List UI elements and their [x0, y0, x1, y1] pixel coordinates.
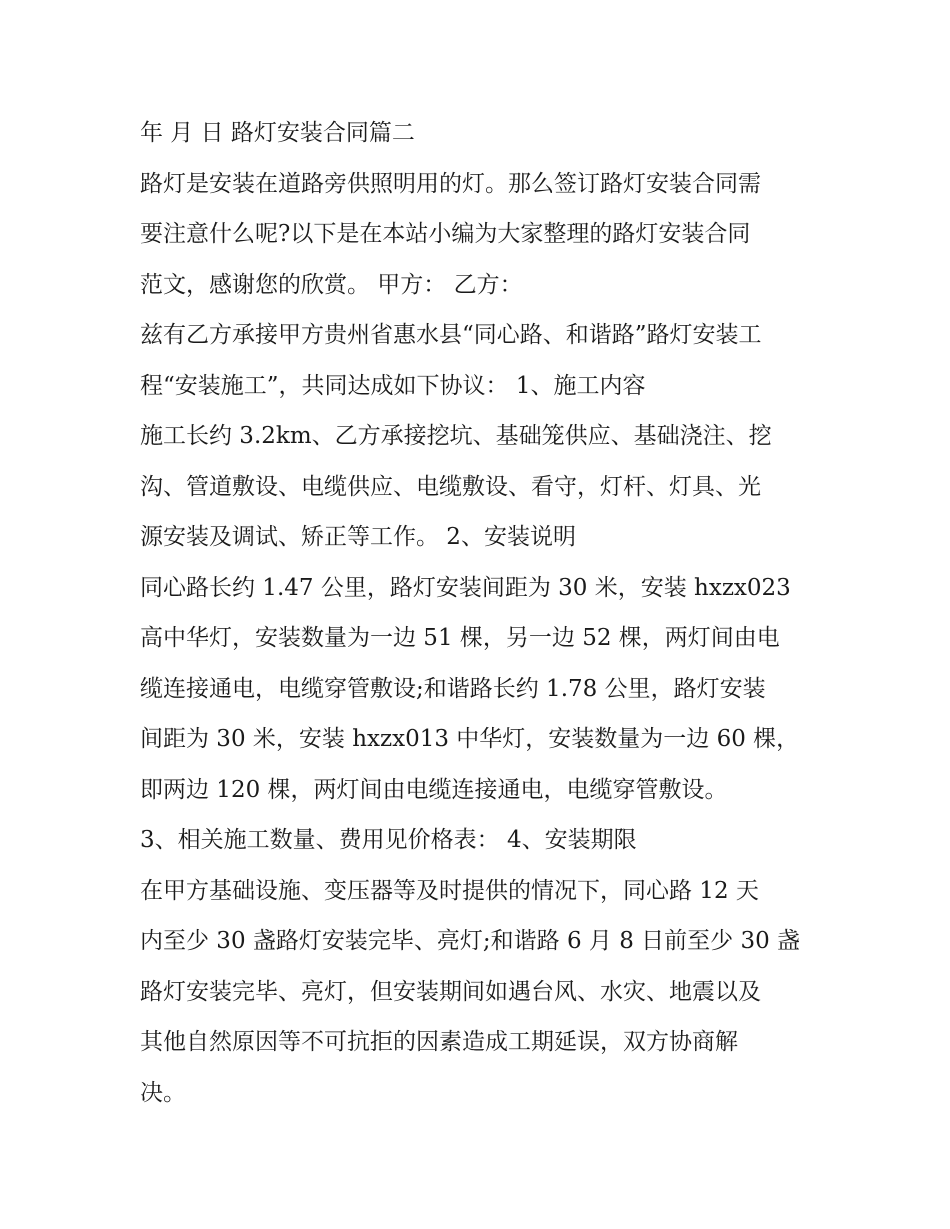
text-line: 路灯是安装在道路旁供照明用的灯。那么签订路灯安装合同需 [140, 170, 761, 197]
text-line: 路灯安装完毕、亮灯，但安装期间如遇台风、水灾、地震以及 [140, 978, 761, 1005]
text-line: 决。 [140, 1079, 186, 1106]
document-body [140, 108, 830, 1118]
text-line: 缆连接通电，电缆穿管敷设;和谐路长约 1.78 公里，路灯安装 [140, 675, 766, 702]
text-line: 源安装及调试、矫正等工作。 2、安装说明 [140, 524, 576, 550]
text-line: 同心路长约 1.47 公里，路灯安装间距为 30 米，安装 hxzx023 [140, 574, 791, 601]
text-line: 施工长约 3.2km、乙方承接挖坑、基础笼供应、基础浇注、挖 [140, 423, 772, 449]
text-line: 年 月 日 路灯安装合同篇二 [140, 120, 415, 146]
text-line: 其他自然原因等不可抗拒的因素造成工期延误，双方协商解 [140, 1029, 738, 1055]
text-line: 即两边 120 棵，两灯间由电缆连接通电，电缆穿管敷设。 [140, 776, 728, 803]
text-line: 内至少 30 盏路灯安装完毕、亮灯;和谐路 6 月 8 日前至少 30 盏 [140, 928, 801, 954]
text-line: 高中华灯，安装数量为一边 51 棵，另一边 52 棵，两灯间由电 [140, 625, 780, 651]
text-line: 3、相关施工数量、费用见价格表： 4、安装期限 [140, 827, 637, 853]
text-line: 程“安装施工”，共同达成如下协议： 1、施工内容 [140, 372, 646, 399]
text-line: 间距为 30 米，安装 hxzx013 中华灯，安装数量为一边 60 棵， [140, 726, 800, 752]
text-line: 范文，感谢您的欣赏。 甲方： 乙方： [140, 271, 523, 298]
text-line: 兹有乙方承接甲方贵州省惠水县“同心路、和谐路”路灯安装工 [140, 322, 762, 348]
text-line: 要注意什么呢?以下是在本站小编为大家整理的路灯安装合同 [140, 221, 751, 247]
text-line: 沟、管道敷设、电缆供应、电缆敷设、看守，灯杆、灯具、光 [140, 473, 761, 500]
text-line: 在甲方基础设施、变压器等及时提供的情况下，同心路 12 天 [140, 877, 759, 904]
